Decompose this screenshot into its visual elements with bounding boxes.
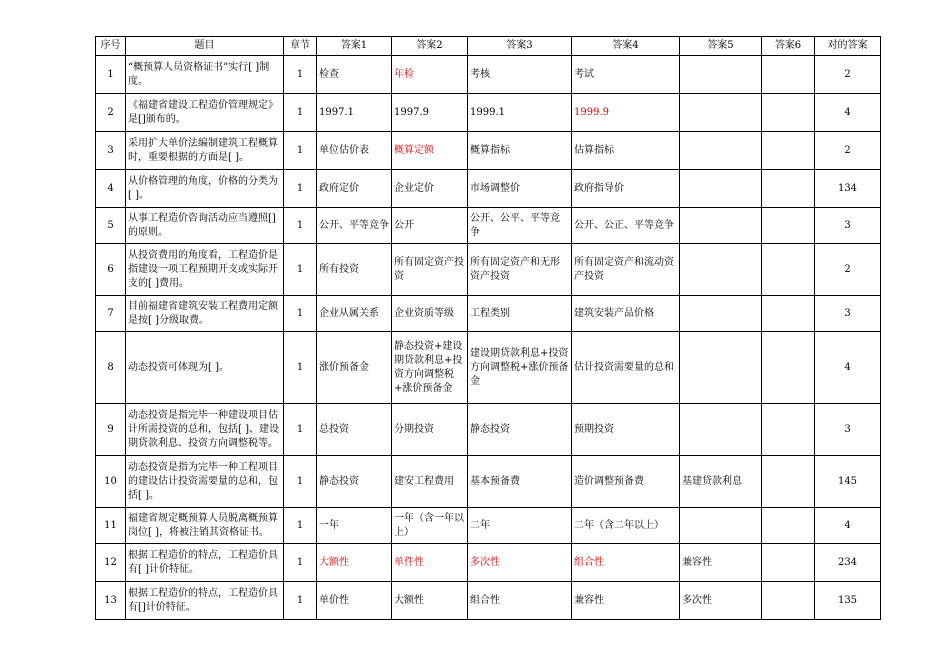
answer-option-3: 1999.1 bbox=[468, 94, 572, 132]
answer-option-6 bbox=[762, 404, 815, 456]
answer-option-1: 静态投资 bbox=[317, 456, 392, 508]
question-text: 《福建省建设工程造价管理规定》是[]颁布的。 bbox=[126, 94, 284, 132]
answer-option-4: 公开、公正、平等竞争 bbox=[572, 208, 680, 244]
answer-option-6 bbox=[762, 456, 815, 508]
answer-option-2: 企业资质等级 bbox=[392, 296, 468, 332]
answer-option-2: 公开 bbox=[392, 208, 468, 244]
correct-answer: 3 bbox=[815, 208, 881, 244]
chapter-cell: 1 bbox=[284, 404, 317, 456]
chapter-cell: 1 bbox=[284, 332, 317, 404]
answer-option-6 bbox=[762, 132, 815, 170]
answer-option-4: 政府指导价 bbox=[572, 170, 680, 208]
correct-answer: 145 bbox=[815, 456, 881, 508]
table-row bbox=[96, 56, 881, 94]
answer-option-4: 预期投资 bbox=[572, 404, 680, 456]
answer-option-2: 所有固定资产投资 bbox=[392, 244, 468, 296]
question-text: 动态投资可体现为[ ]。 bbox=[126, 332, 284, 404]
table-body bbox=[96, 56, 881, 620]
correct-answer: 4 bbox=[815, 508, 881, 544]
answer-option-3: 建设期贷款利息+投资方向调整税+涨价预备金 bbox=[468, 332, 572, 404]
table-row bbox=[96, 94, 881, 132]
correct-answer: 4 bbox=[815, 94, 881, 132]
column-header: 答案5 bbox=[680, 37, 762, 56]
answer-option-1: 涨价预备金 bbox=[317, 332, 392, 404]
column-header: 答案3 bbox=[468, 37, 572, 56]
table-row bbox=[96, 544, 881, 582]
column-header: 序号 bbox=[96, 37, 126, 56]
question-text: 动态投资是指为完毕一种工程项目的建设估计投资需要量的总和，包括[ ]。 bbox=[126, 456, 284, 508]
correct-answer: 2 bbox=[815, 56, 881, 94]
correct-answer: 234 bbox=[815, 544, 881, 582]
answer-option-3: 市场调整价 bbox=[468, 170, 572, 208]
answer-option-4: 考试 bbox=[572, 56, 680, 94]
row-number: 13 bbox=[96, 582, 126, 620]
answer-option-2: 年检 bbox=[392, 56, 468, 94]
answer-option-5: 基建贷款利息 bbox=[680, 456, 762, 508]
question-text: 目前福建省建筑安装工程费用定额是按[ ]分级取费。 bbox=[126, 296, 284, 332]
answer-option-4: 所有固定资产和流动资产投资 bbox=[572, 244, 680, 296]
chapter-cell: 1 bbox=[284, 132, 317, 170]
answer-option-6 bbox=[762, 582, 815, 620]
answer-option-4: 估算指标 bbox=[572, 132, 680, 170]
answer-option-3: 多次性 bbox=[468, 544, 572, 582]
column-header: 答案6 bbox=[762, 37, 815, 56]
row-number: 3 bbox=[96, 132, 126, 170]
answer-option-4: 兼容性 bbox=[572, 582, 680, 620]
answer-option-6 bbox=[762, 508, 815, 544]
answer-option-4: 估计投资需要量的总和 bbox=[572, 332, 680, 404]
answer-option-6 bbox=[762, 170, 815, 208]
answer-option-6 bbox=[762, 56, 815, 94]
table-row bbox=[96, 244, 881, 296]
correct-answer: 134 bbox=[815, 170, 881, 208]
answer-option-2: 建安工程费用 bbox=[392, 456, 468, 508]
answer-option-6 bbox=[762, 544, 815, 582]
row-number: 1 bbox=[96, 56, 126, 94]
answer-option-5 bbox=[680, 244, 762, 296]
chapter-cell: 1 bbox=[284, 544, 317, 582]
table-row bbox=[96, 508, 881, 544]
table-row bbox=[96, 170, 881, 208]
correct-answer: 135 bbox=[815, 582, 881, 620]
question-text: 福建省规定概预算人员脱离概预算岗位[ ]，将被注销其资格证书。 bbox=[126, 508, 284, 544]
answer-option-5: 兼容性 bbox=[680, 544, 762, 582]
chapter-cell: 1 bbox=[284, 456, 317, 508]
table-row bbox=[96, 208, 881, 244]
question-text: 根据工程造价的特点，工程造价具有[ ]计价特征。 bbox=[126, 544, 284, 582]
answer-option-1: 大额性 bbox=[317, 544, 392, 582]
answer-option-2: 一年（含一年以上） bbox=[392, 508, 468, 544]
answer-option-2: 企业定价 bbox=[392, 170, 468, 208]
answer-option-5 bbox=[680, 508, 762, 544]
table-row bbox=[96, 456, 881, 508]
question-text: 动态投资是指完毕一种建设项目估计所需投资的总和，包括[ ]、建设期贷款利息、投资方向调整税等。 bbox=[126, 404, 284, 456]
table-row bbox=[96, 132, 881, 170]
answer-option-2: 1997.9 bbox=[392, 94, 468, 132]
answer-option-3: 二年 bbox=[468, 508, 572, 544]
answer-option-4: 造价调整预备费 bbox=[572, 456, 680, 508]
chapter-cell: 1 bbox=[284, 582, 317, 620]
column-header: 答案2 bbox=[392, 37, 468, 56]
answer-option-6 bbox=[762, 244, 815, 296]
row-number: 5 bbox=[96, 208, 126, 244]
answer-option-5 bbox=[680, 404, 762, 456]
answer-option-1: 单价性 bbox=[317, 582, 392, 620]
question-text: 采用扩大单价法编制建筑工程概算时，重要根据的方面是[ ]。 bbox=[126, 132, 284, 170]
chapter-cell: 1 bbox=[284, 94, 317, 132]
answer-option-4: 二年（含二年以上） bbox=[572, 508, 680, 544]
row-number: 2 bbox=[96, 94, 126, 132]
answer-option-2: 单件性 bbox=[392, 544, 468, 582]
correct-answer: 3 bbox=[815, 296, 881, 332]
answer-option-1: 政府定价 bbox=[317, 170, 392, 208]
answer-option-3: 组合性 bbox=[468, 582, 572, 620]
answer-option-1: 1997.1 bbox=[317, 94, 392, 132]
answer-option-5 bbox=[680, 296, 762, 332]
chapter-cell: 1 bbox=[284, 508, 317, 544]
answer-option-5 bbox=[680, 208, 762, 244]
answer-option-1: 单位估价表 bbox=[317, 132, 392, 170]
correct-answer: 2 bbox=[815, 244, 881, 296]
answer-option-3: 概算指标 bbox=[468, 132, 572, 170]
chapter-cell: 1 bbox=[284, 170, 317, 208]
table-row bbox=[96, 404, 881, 456]
question-text: 从投资费用的角度看，工程造价是指建设一项工程预期开支或实际开支的[ ]费用。 bbox=[126, 244, 284, 296]
column-header: 答案1 bbox=[317, 37, 392, 56]
answer-option-1: 检查 bbox=[317, 56, 392, 94]
answer-option-6 bbox=[762, 94, 815, 132]
answer-option-1: 企业从属关系 bbox=[317, 296, 392, 332]
answer-option-6 bbox=[762, 332, 815, 404]
column-header: 对的答案 bbox=[815, 37, 881, 56]
column-header: 章节 bbox=[284, 37, 317, 56]
table-row bbox=[96, 582, 881, 620]
question-text: “概预算人员资格证书”实行[ ]制度。 bbox=[126, 56, 284, 94]
question-text: 从事工程造价咨询活动应当遵照[]的原则。 bbox=[126, 208, 284, 244]
answer-option-5 bbox=[680, 56, 762, 94]
row-number: 7 bbox=[96, 296, 126, 332]
answer-option-6 bbox=[762, 296, 815, 332]
question-bank-table bbox=[95, 36, 881, 620]
correct-answer: 3 bbox=[815, 404, 881, 456]
chapter-cell: 1 bbox=[284, 296, 317, 332]
row-number: 11 bbox=[96, 508, 126, 544]
answer-option-3: 所有固定资产和无形资产投资 bbox=[468, 244, 572, 296]
answer-option-4: 1999.9 bbox=[572, 94, 680, 132]
column-header: 答案4 bbox=[572, 37, 680, 56]
row-number: 4 bbox=[96, 170, 126, 208]
answer-option-2: 大额性 bbox=[392, 582, 468, 620]
row-number: 9 bbox=[96, 404, 126, 456]
row-number: 6 bbox=[96, 244, 126, 296]
answer-option-3: 工程类别 bbox=[468, 296, 572, 332]
question-text: 从价格管理的角度，价格的分类为[ ]。 bbox=[126, 170, 284, 208]
answer-option-1: 一年 bbox=[317, 508, 392, 544]
row-number: 10 bbox=[96, 456, 126, 508]
column-header: 题目 bbox=[126, 37, 284, 56]
answer-option-5 bbox=[680, 132, 762, 170]
answer-option-5 bbox=[680, 170, 762, 208]
row-number: 12 bbox=[96, 544, 126, 582]
answer-option-4: 组合性 bbox=[572, 544, 680, 582]
answer-option-5 bbox=[680, 332, 762, 404]
table-row bbox=[96, 332, 881, 404]
answer-option-3: 静态投资 bbox=[468, 404, 572, 456]
answer-option-2: 概算定额 bbox=[392, 132, 468, 170]
header-row bbox=[96, 37, 881, 56]
answer-option-5 bbox=[680, 94, 762, 132]
table-row bbox=[96, 296, 881, 332]
answer-option-6 bbox=[762, 208, 815, 244]
answer-option-1: 总投资 bbox=[317, 404, 392, 456]
correct-answer: 2 bbox=[815, 132, 881, 170]
chapter-cell: 1 bbox=[284, 56, 317, 94]
chapter-cell: 1 bbox=[284, 244, 317, 296]
chapter-cell: 1 bbox=[284, 208, 317, 244]
answer-option-3: 考核 bbox=[468, 56, 572, 94]
answer-option-2: 分期投资 bbox=[392, 404, 468, 456]
answer-option-1: 所有投资 bbox=[317, 244, 392, 296]
answer-option-5: 多次性 bbox=[680, 582, 762, 620]
correct-answer: 4 bbox=[815, 332, 881, 404]
answer-option-1: 公开、平等竞争 bbox=[317, 208, 392, 244]
answer-option-3: 公开、公平、平等竞争 bbox=[468, 208, 572, 244]
answer-option-2: 静态投资+建设期贷款利息+投资方向调整税+涨价预备金 bbox=[392, 332, 468, 404]
question-text: 根据工程造价的特点，工程造价具有[]计价特征。 bbox=[126, 582, 284, 620]
answer-option-4: 建筑安装产品价格 bbox=[572, 296, 680, 332]
row-number: 8 bbox=[96, 332, 126, 404]
answer-option-3: 基本预备费 bbox=[468, 456, 572, 508]
